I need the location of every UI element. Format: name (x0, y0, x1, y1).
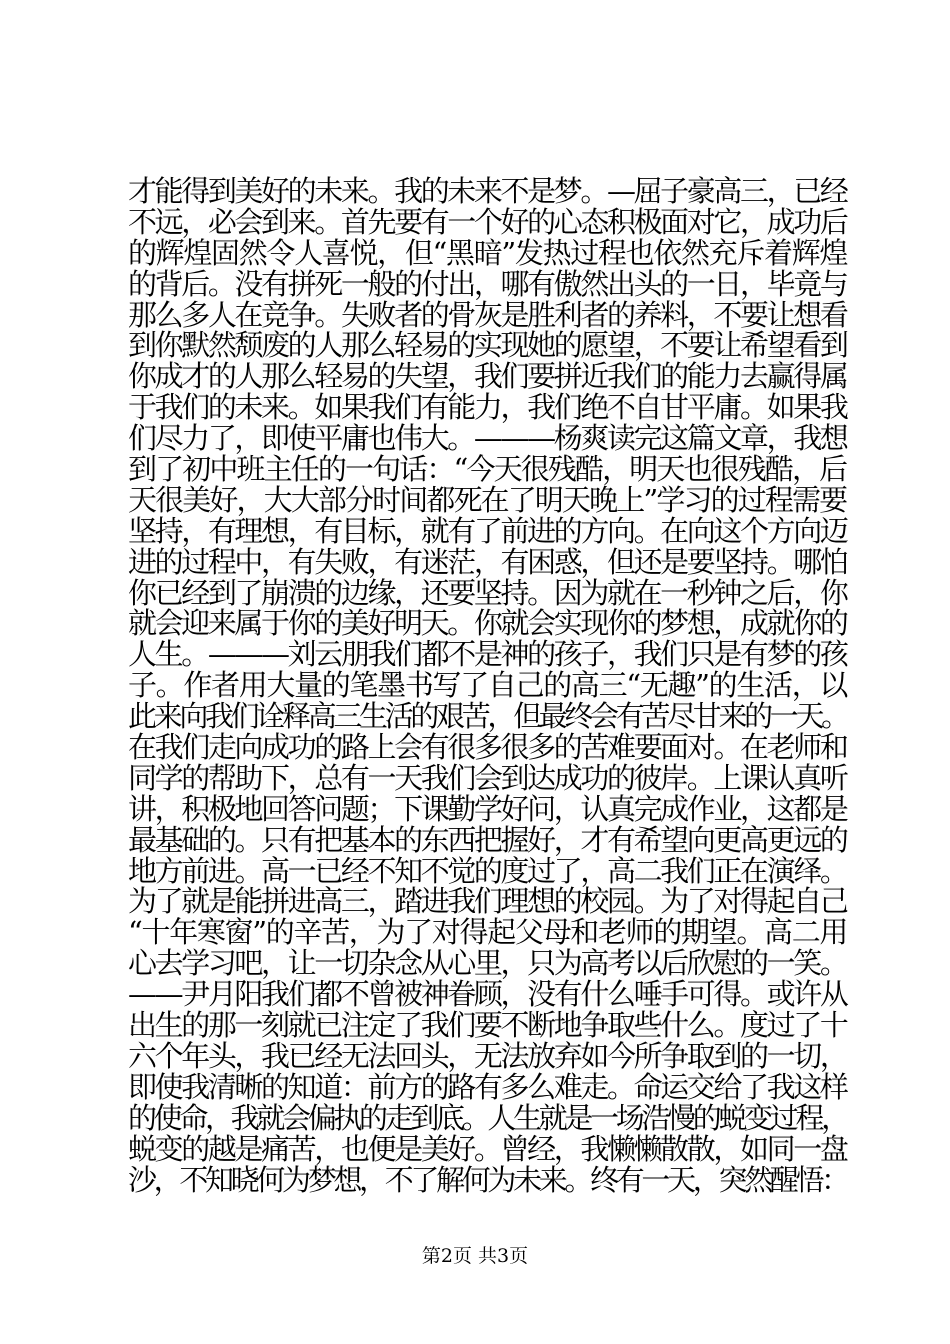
text-line: 沙，不知晓何为梦想，不了解何为未来。终有一天，突然醒悟： (128, 1162, 847, 1197)
text-line: 蜕变的越是痛苦，也便是美好。曾经，我懒懒散散，如同一盘 (128, 1131, 847, 1166)
text-line: 在我们走向成功的路上会有很多很多的苦难要面对。在老师和 (128, 730, 847, 765)
text-line: 们尽力了，即使平庸也伟大。———杨爽读完这篇文章，我想 (128, 421, 847, 456)
text-line: 的背后。没有拼死一般的付出，哪有傲然出头的一日，毕竟与 (128, 266, 847, 301)
text-line: 此来向我们诠释高三生活的艰苦，但最终会有苦尽甘来的一天。 (128, 699, 847, 734)
text-line: 不远，必会到来。首先要有一个好的心态积极面对它，成功后 (128, 204, 847, 239)
page-footer: 第2页 共3页 (421, 1245, 529, 1267)
text-line: 地方前进。高一已经不知不觉的度过了，高二我们正在演绎。 (128, 853, 847, 888)
text-line: 天很美好，大大部分时间都死在了明天晚上”学习的过程需要 (128, 482, 847, 517)
text-line: 进的过程中，有失败，有迷茫，有困惑，但还是要坚持。哪怕 (128, 544, 847, 579)
text-line: 到了初中班主任的一句话：“今天很残酷，明天也很残酷，后 (128, 452, 847, 487)
text-line: 就会迎来属于你的美好明天。你就会实现你的梦想，成就你的 (128, 606, 847, 641)
text-line: 坚持，有理想，有目标，就有了前进的方向。在向这个方向迈 (128, 513, 847, 548)
text-line: 你已经到了崩溃的边缘，还要坚持。因为就在一秒钟之后，你 (128, 575, 847, 610)
text-line: 讲，积极地回答问题；下课勤学好问，认真完成作业，这都是 (128, 791, 847, 826)
text-line: ——尹月阳我们都不曾被神眷顾，没有什么唾手可得。或许从 (128, 977, 847, 1012)
text-line: 才能得到美好的未来。我的未来不是梦。—屈子豪高三，已经 (128, 174, 847, 208)
text-line: 心去学习吧，让一切杂念从心里，只为高考以后欣慰的一笑。 (128, 946, 847, 981)
text-line: 你成才的人那么轻易的失望，我们要拼近我们的能力去赢得属 (128, 359, 847, 394)
body-text (128, 176, 848, 1195)
text-line: 于我们的未来。如果我们有能力，我们绝不自甘平庸。如果我 (128, 390, 847, 425)
text-line: “十年寒窗”的辛苦，为了对得起父母和老师的期望。高二用 (128, 915, 848, 950)
text-line: 六个年头，我已经无法回头，无法放弃如今所争取到的一切， (128, 1038, 847, 1073)
text-line: 人生。———刘云朋我们都不是神的孩子，我们只是有梦的孩 (128, 637, 847, 672)
text-line: 为了就是能拼进高三，踏进我们理想的校园。为了对得起自己 (128, 884, 847, 919)
text-line: 最基础的。只有把基本的东西把握好，才有希望向更高更远的 (128, 822, 847, 857)
text-line: 的辉煌固然令人喜悦，但“黑暗”发热过程也依然充斥着辉煌 (128, 235, 848, 270)
text-line: 到你默然颓废的人那么轻易的实现她的愿望，不要让希望看到 (128, 328, 847, 363)
text-line: 的使命，我就会偏执的走到底。人生就是一场浩慢的蜕变过程， (128, 1100, 847, 1135)
text-line: 同学的帮助下，总有一天我们会到达成功的彼岸。上课认真听 (128, 760, 847, 795)
text-line: 子。作者用大量的笔墨书写了自己的高三“无趣”的生活，以 (128, 668, 848, 703)
text-line: 那么多人在竞争。失败者的骨灰是胜利者的养料，不要让想看 (128, 297, 847, 332)
text-line: 即使我清晰的知道：前方的路有多么难走。命运交给了我这样 (128, 1069, 847, 1104)
text-line: 出生的那一刻就已注定了我们要不断地争取些什么。度过了十 (128, 1008, 847, 1043)
